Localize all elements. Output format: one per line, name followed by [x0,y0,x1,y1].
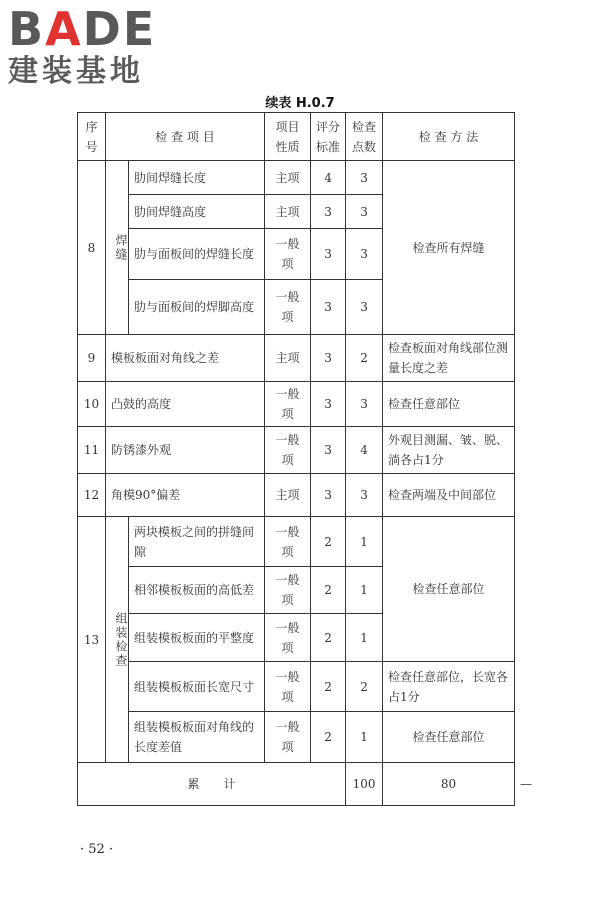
row-nature: 一般项 [265,662,311,712]
header-row [78,113,515,161]
row-item: 两块模板之间的拼缝间隙 [129,517,265,567]
row-points: 3 [346,474,383,517]
row-nature: 主项 [265,474,311,517]
row-group-label: 焊缝 [114,233,128,262]
row-nature: 一般项 [265,382,311,427]
table-title: 续表 H.0.7 [265,96,335,111]
header-item: 检 查 项 目 [106,113,265,161]
row-item: 肋间焊缝高度 [129,195,265,229]
row-method: 检查两端及中间部位 [383,474,515,517]
row-nature: 一般项 [265,427,311,474]
row-method: 检查任意部位 [383,712,515,763]
row-item: 肋与面板间的焊缝长度 [129,229,265,280]
row-seq: 10 [78,382,106,427]
brand-wordmark-a: A [45,2,83,56]
row-score: 4 [311,161,346,195]
row-score: 3 [311,382,346,427]
brand-logo [8,4,178,94]
row-item: 肋间焊缝长度 [129,161,265,195]
row-points: 4 [346,427,383,474]
row-points: 2 [346,662,383,712]
row-score: 3 [311,335,346,382]
row-seq: 9 [78,335,106,382]
row-nature: 主项 [265,161,311,195]
row-points: 1 [346,614,383,662]
table-row [78,712,515,763]
row-seq: 13 [78,517,106,763]
row-points: 3 [346,195,383,229]
header-seq: 序号 [78,113,106,161]
row-seq: 12 [78,474,106,517]
total-score: 100 [346,763,383,806]
row-points: 1 [346,517,383,567]
row-score: 2 [311,662,346,712]
row-score: 3 [311,195,346,229]
table-row [78,382,515,427]
total-label: 累 计 [78,763,346,806]
row-method: 检查任意部位 [383,382,515,427]
row-score: 2 [311,614,346,662]
row-nature: 一般项 [265,712,311,763]
row-item: 肋与面板间的焊脚高度 [129,280,265,335]
row-item: 相邻模板板面的高低差 [129,567,265,614]
row-score: 3 [311,229,346,280]
row-group [106,517,129,763]
header-score: 评分 标准 [311,113,346,161]
row-nature: 一般项 [265,614,311,662]
row-points: 1 [346,712,383,763]
brand-wordmark-de: DE [82,2,157,56]
row-points: 3 [346,382,383,427]
row-score: 3 [311,427,346,474]
row-group [106,161,129,335]
row-nature: 一般项 [265,567,311,614]
total-row: 累 计 100 80 — [78,763,515,806]
total-points: 80 [383,763,515,806]
row-points: 2 [346,335,383,382]
row-item: 组装模板板面对角线的长度差值 [129,712,265,763]
table-row [78,662,515,712]
row-item: 凸鼓的高度 [106,382,265,427]
row-item: 组装模板板面长宽尺寸 [129,662,265,712]
header-points: 检查 点数 [346,113,383,161]
row-points: 3 [346,161,383,195]
inspection-table [77,112,533,806]
row-nature: 一般项 [265,517,311,567]
row-method: 检查任意部位，长宽各占1分 [383,662,515,712]
row-method: 外观目测漏、皱、脱、淌各占1分 [383,427,515,474]
row-seq: 11 [78,427,106,474]
header-method: 检 查 方 法 [383,113,515,161]
row-method: 检查任意部位 [383,517,515,662]
table-row [78,517,515,567]
row-item: 角模90°偏差 [106,474,265,517]
table-row [78,335,515,382]
brand-chinese-name: 建装基地 [8,54,144,89]
row-score: 3 [311,280,346,335]
table-row [78,161,515,195]
row-score: 2 [311,567,346,614]
row-nature: 主项 [265,195,311,229]
header-nature: 项目 性质 [265,113,311,161]
row-nature: 主项 [265,335,311,382]
row-method: 检查所有焊缝 [383,161,515,335]
brand-wordmark-b: B [8,2,46,56]
row-nature: 一般项 [265,280,311,335]
table-row [78,427,515,474]
row-item: 模板板面对角线之差 [106,335,265,382]
row-seq: 8 [78,161,106,335]
row-item: 防锈漆外观 [106,427,265,474]
row-points: 1 [346,567,383,614]
row-score: 3 [311,474,346,517]
row-item: 组装模板板面的平整度 [129,614,265,662]
table-row [78,474,515,517]
row-group-label: 组装检查 [114,611,128,668]
row-points: 3 [346,280,383,335]
row-method: 检查板面对角线部位测量长度之差 [383,335,515,382]
row-score: 2 [311,712,346,763]
row-nature: 一般项 [265,229,311,280]
brand-wordmark [8,4,178,54]
page-number: · 52 · [80,842,114,857]
row-score: 2 [311,517,346,567]
row-points: 3 [346,229,383,280]
